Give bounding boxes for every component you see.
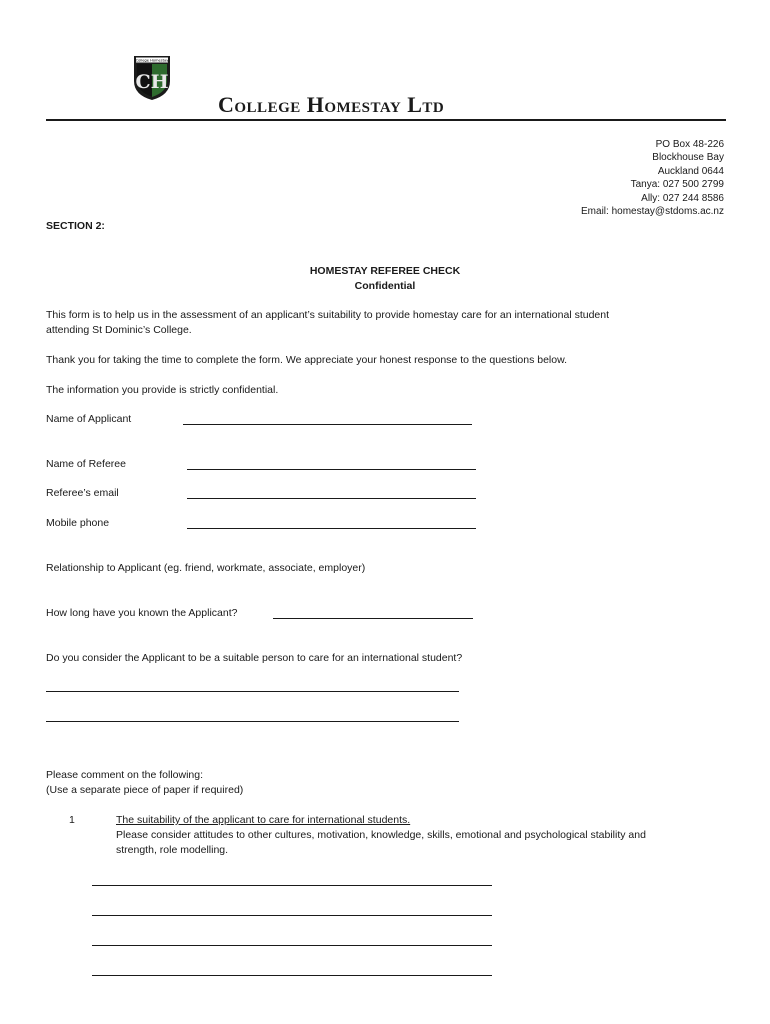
company-name: College Homestay Ltd xyxy=(218,92,445,117)
confidential-notice: The information you provide is strictly confidential. xyxy=(46,384,279,396)
intro-text-line-2: attending St Dominic’s College. xyxy=(46,324,192,336)
intro-text-line-1: This form is to help us in the assessment of an applicant’s suitability to provide homestay care for an international student xyxy=(46,309,610,321)
thanks-text: Thank you for taking the time to complete the form. We appreciate your honest response to the questions below. xyxy=(46,354,568,366)
applicant-name-label: Name of Applicant xyxy=(46,413,132,425)
how-long-field[interactable] xyxy=(273,618,473,619)
address-po-box: PO Box 48-226 xyxy=(655,139,724,150)
college-homestay-logo xyxy=(133,55,171,101)
item-1-answer-line-3[interactable] xyxy=(92,945,492,946)
item-1-answer-line-2[interactable] xyxy=(92,915,492,916)
comment-note: (Use a separate piece of paper if required) xyxy=(46,784,244,796)
svg-text:College Homestay: College Homestay xyxy=(135,58,169,63)
applicant-name-field[interactable] xyxy=(183,424,472,425)
header-divider xyxy=(46,119,726,121)
item-1-description-line-2: strength, role modelling. xyxy=(116,844,229,856)
referee-name-label: Name of Referee xyxy=(46,458,126,470)
item-1-description-line-1: Please consider attitudes to other cultures, motivation, knowledge, skills, emotional and psychological stability and xyxy=(116,829,646,841)
address-suburb: Blockhouse Bay xyxy=(652,152,724,164)
address-city: Auckland 0644 xyxy=(657,165,724,177)
comment-heading: Please comment on the following: xyxy=(46,769,204,781)
item-1-answer-line-1[interactable] xyxy=(92,885,492,886)
item-1-title: The suitability of the applicant to care for international students. xyxy=(116,814,411,826)
referee-name-field[interactable] xyxy=(187,469,476,470)
address-phone-ally: Ally: 027 244 8586 xyxy=(641,192,724,204)
svg-text:CH: CH xyxy=(135,71,169,93)
form-subtitle: Confidential xyxy=(354,280,416,292)
how-long-question: How long have you known the Applicant? xyxy=(46,607,238,619)
address-phone-tanya: Tanya: 027 500 2799 xyxy=(630,179,724,191)
suitable-question: Do you consider the Applicant to be a suitable person to care for an international student? xyxy=(46,652,463,664)
relationship-question: Relationship to Applicant (eg. friend, workmate, associate, employer) xyxy=(46,562,366,574)
suitable-answer-line-1[interactable] xyxy=(46,691,459,692)
mobile-phone-label: Mobile phone xyxy=(46,517,110,529)
form-title: HOMESTAY REFEREE CHECK xyxy=(309,265,461,277)
mobile-phone-field[interactable] xyxy=(187,528,476,529)
address-block xyxy=(581,138,724,218)
referee-email-field[interactable] xyxy=(187,498,476,499)
item-1-answer-line-4[interactable] xyxy=(92,975,492,976)
section-label: SECTION 2: xyxy=(46,220,105,232)
item-1-number: 1 xyxy=(69,814,75,826)
referee-email-label: Referee’s email xyxy=(46,487,119,499)
suitable-answer-line-2[interactable] xyxy=(46,721,459,722)
address-email: Email: homestay@stdoms.ac.nz xyxy=(581,206,724,218)
